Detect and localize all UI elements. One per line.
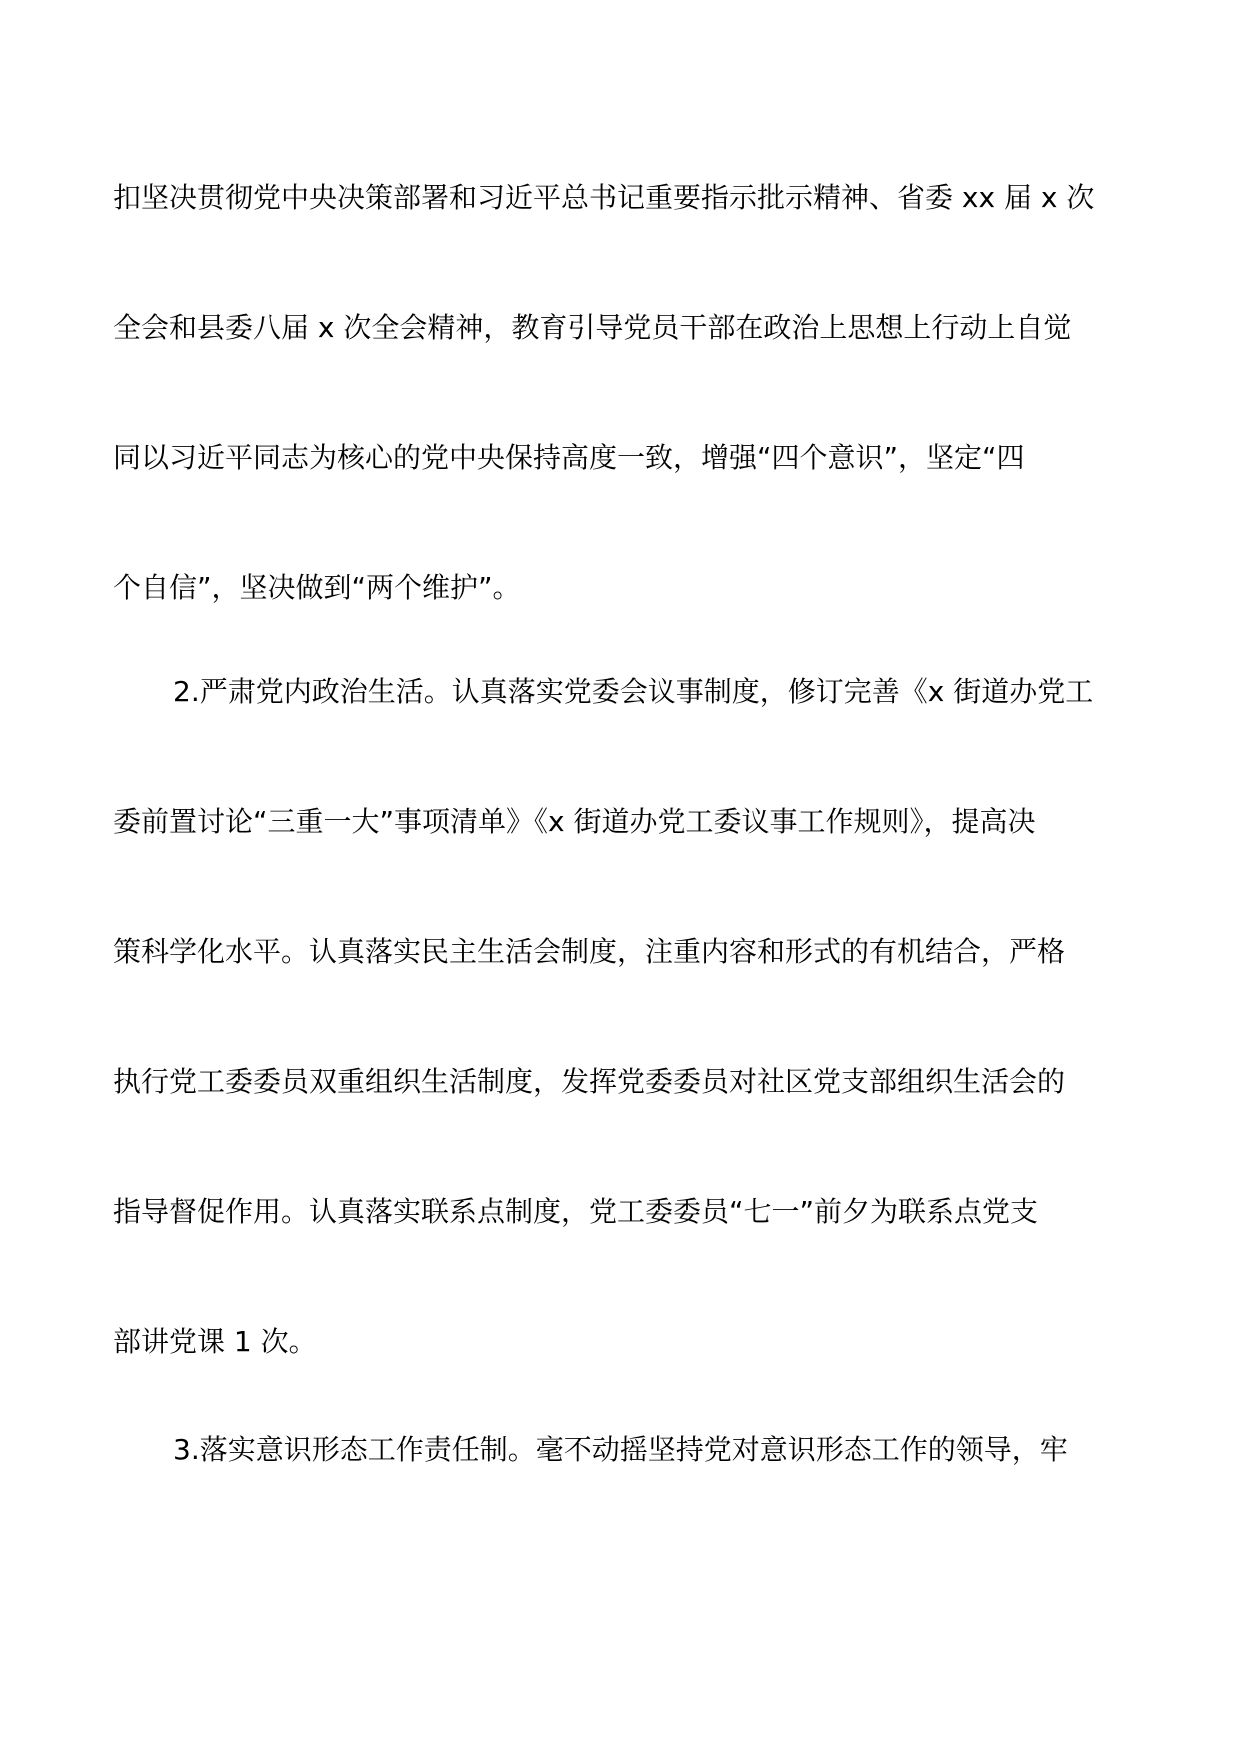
paragraph-2-line-5: 指导督促作用。认真落实联系点制度，党工委委员“七一”前夕为联系点党支: [113, 1195, 1039, 1228]
paragraph-2-line-4: 执行党工委委员双重组织生活制度，发挥党委委员对社区党支部组织生活会的: [113, 1065, 1066, 1098]
paragraph-2-line-1: 2.严肃党内政治生活。认真落实党委会议事制度，修订完善《x 街道办党工: [173, 675, 1094, 708]
paragraph-1-line-2: 全会和县委八届 x 次全会精神，教育引导党员干部在政治上思想上行动上自觉: [113, 311, 1072, 344]
paragraph-2-line-3: 策科学化水平。认真落实民主生活会制度，注重内容和形式的有机结合，严格: [113, 935, 1066, 968]
paragraph-3-line-1: 3.落实意识形态工作责任制。毫不动摇坚持党对意识形态工作的领导，牢: [173, 1433, 1068, 1466]
paragraph-1-line-1: 扣坚决贯彻党中央决策部署和习近平总书记重要指示批示精神、省委 xx 届 x 次: [113, 181, 1095, 214]
paragraph-2-line-2: 委前置讨论“三重一大”事项清单》《x 街道办党工委议事工作规则》，提高决: [113, 805, 1036, 838]
paragraph-1-line-3: 同以习近平同志为核心的党中央保持高度一致，增强“四个意识”，坚定“四: [113, 441, 1025, 474]
paragraph-2-line-6: 部讲党课 1 次。: [113, 1325, 317, 1358]
paragraph-1-line-4: 个自信”，坚决做到“两个维护”。: [113, 571, 521, 604]
